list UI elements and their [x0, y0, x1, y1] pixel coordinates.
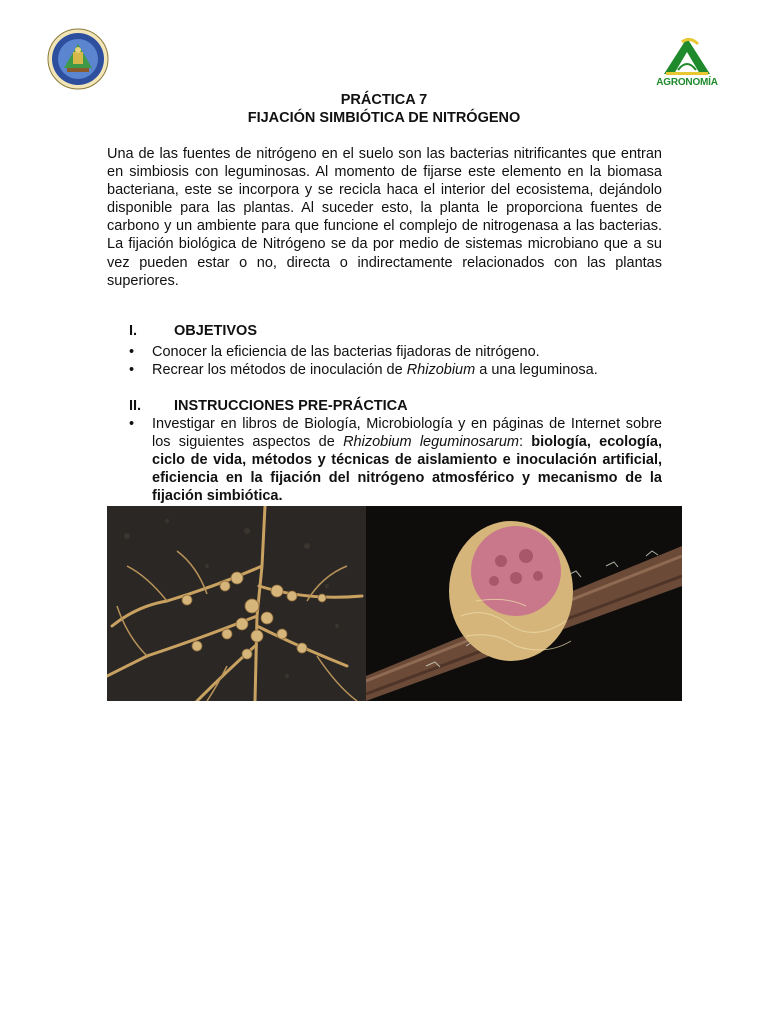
- root-nodules-photo: [107, 506, 366, 701]
- bullet-icon: •: [129, 362, 135, 378]
- list-item-text: Conocer la eficiencia de las bacterias fijadoras de nitrógeno.: [152, 344, 540, 360]
- page-subtitle: FIJACIÓN SIMBIÓTICA DE NITRÓGENO: [247, 110, 521, 126]
- list-item: [129, 415, 662, 505]
- list-item: [129, 343, 662, 361]
- list-item-text: [152, 361, 662, 379]
- section-objetivos-heading: [129, 322, 257, 340]
- species-name: Rhizobium leguminosarum: [343, 434, 519, 451]
- image-strip: [107, 506, 682, 701]
- page-title: PRÁCTICA 7: [340, 92, 428, 108]
- list-item: [129, 361, 662, 379]
- list-item-text-part: Recrear los métodos de inoculación de: [152, 362, 407, 378]
- agronomia-logo-icon: [656, 34, 718, 94]
- list-item-text-part: :: [518, 434, 532, 451]
- university-seal-icon: [47, 28, 109, 90]
- intro-paragraph: Una de las fuentes de nitrógeno en el suelo son las bacterias nitrificantes que entran en simbiosis con leguminosas. Al momento de fijarse este elemento en la biomasa bacteriana, este se incorpora y se recicla haca el interior del ecosistema, dejándolo disponible para las plantas. Al suceder esto, la planta le proporciona fuentes de carbono y un ambiente para que funcione el complejo de nitrogenasa a las bacterias. La fijación biológica de Nitrógeno se da por medio de sistemas microbiano que a su vez pueden estar o no, directa o indirectamente relacionados con las plantas superiores.: [107, 146, 662, 289]
- list-item-text: [152, 415, 662, 505]
- agronomia-logo-text: AGRONOMÍA: [656, 77, 718, 88]
- section-instrucciones-heading: [129, 397, 408, 415]
- section-title: OBJETIVOS: [174, 323, 257, 339]
- section-number: I.: [129, 323, 138, 339]
- bullet-icon: •: [129, 416, 135, 432]
- section-number: II.: [129, 398, 142, 414]
- list-item-text-part: Investigar en libros de Biología, Microbiología y en páginas de Internet sobre los siguientes aspectos de: [152, 416, 662, 451]
- bullet-icon: •: [129, 344, 135, 360]
- list-item-text-part: a una leguminosa.: [475, 362, 598, 378]
- section-title: INSTRUCCIONES PRE-PRÁCTICA: [174, 398, 408, 414]
- list-item-bold-text: biología, ecología, ciclo de vida, métodos y técnicas de aislamiento e inoculación artificial, eficiencia en la fijación del nitrógeno atmosférico y mecanismo de la fijación simbiótica.: [152, 434, 662, 505]
- species-name: Rhizobium: [406, 362, 476, 378]
- nodule-micrograph-photo: [366, 506, 682, 701]
